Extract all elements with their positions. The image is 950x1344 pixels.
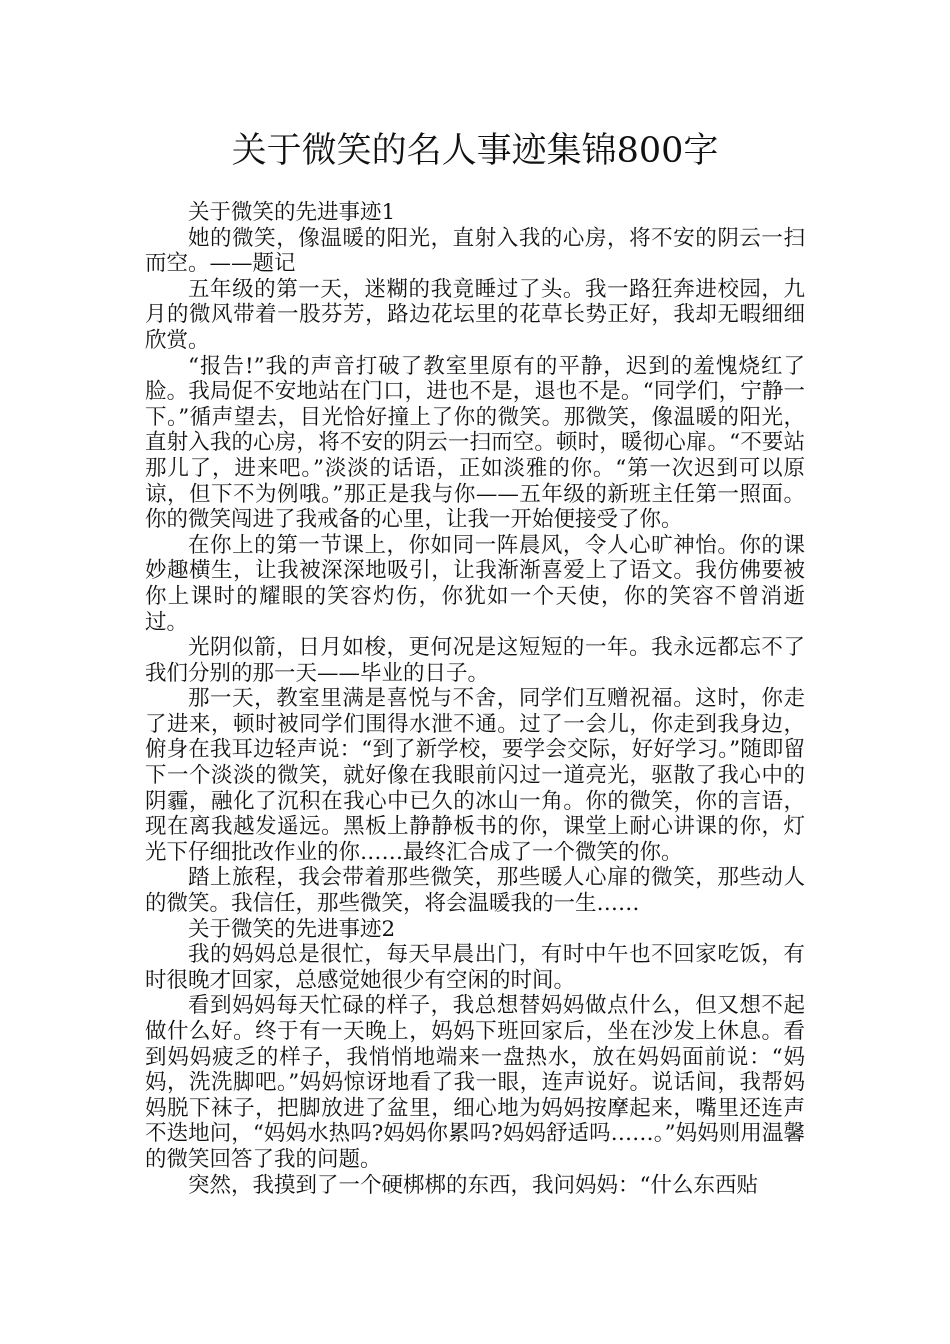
paragraph-11: 看到妈妈每天忙碌的样子，我总想替妈妈做点什么，但又想不起做什么好。终于有一天晚上，妈妈下班回家后，坐在沙发上休息。看到妈妈疲乏的样子，我悄悄地端来一盘热水，放在妈妈面前说：“妈妈，洗洗脚吧。”妈妈惊讶地看了我一眼，连声说好。说话间，我帮妈妈脱下袜子，把脚放进了盆里，细心地为妈妈按摩起来，嘴里还连声不迭地问，“妈妈水热吗?妈妈你累吗?妈妈舒适吗……。”妈妈则用温馨的微笑回答了我的问题。 xyxy=(145,993,805,1172)
paragraph-5: 在你上的第一节课上，你如同一阵晨风，令人心旷神怡。你的课妙趣横生，让我被深深地吸引，让我渐渐喜爱上了语文。我仿佛要被你上课时的耀眼的笑容灼伤，你犹如一个天使，你的笑容不曾消逝过。 xyxy=(145,532,805,635)
paragraph-6: 光阴似箭，日月如梭，更何况是这短短的一年。我永远都忘不了我们分别的那一天——毕业的日子。 xyxy=(145,635,805,686)
paragraph-10: 我的妈妈总是很忙，每天早晨出门，有时中午也不回家吃饭，有时很晚才回家，总感觉她很少有空闲的时间。 xyxy=(145,942,805,993)
paragraph-4: “报告!”我的声音打破了教室里原有的平静，迟到的羞愧烧红了脸。我局促不安地站在门口，进也不是，退也不是。“同学们，宁静一下。”循声望去，目光恰好撞上了你的微笑。那微笑，像温暖的阳光，直射入我的心房，将不安的阴云一扫而空。顿时，暖彻心扉。“不要站那儿了，进来吧。”淡淡的话语，正如淡雅的你。“第一次迟到可以原谅，但下不为例哦。”那正是我与你——五年级的新班主任第一照面。你的微笑闯进了我戒备的心里，让我一开始便接受了你。 xyxy=(145,353,805,533)
paragraph-1: 关于微笑的先进事迹1 xyxy=(188,200,396,225)
paragraph-9: 关于微笑的先进事迹2 xyxy=(188,916,396,942)
paragraph-12: 突然，我摸到了一个硬梆梆的东西，我问妈妈：“什么东西贴 xyxy=(188,1172,758,1198)
paragraph-2: 她的微笑，像温暖的阳光，直射入我的心房，将不安的阴云一扫而空。——题记 xyxy=(145,225,805,277)
paragraph-8: 踏上旅程，我会带着那些微笑，那些暖人心扉的微笑，那些动人的微笑。我信任，那些微笑，将会温暖我的一生…… xyxy=(145,865,805,917)
paragraph-7: 那一天，教室里满是喜悦与不舍，同学们互赠祝福。这时，你走了进来，顿时被同学们围得水泄不通。过了一会儿，你走到我身边，俯身在我耳边轻声说：“到了新学校，要学会交际，好好学习。”随即留下一个淡淡的微笑，就好像在我眼前闪过一道亮光，驱散了我心中的阴霾，融化了沉积在我心中已久的冰山一角。你的微笑，你的言语，现在离我越发遥远。黑板上静静板书的你，课堂上耐心讲课的你，灯光下仔细批改作业的你……最终汇合成了一个微笑的你。 xyxy=(145,686,805,865)
document-body xyxy=(145,200,805,1198)
document-title: 关于微笑的名人事迹集锦800字 xyxy=(231,131,719,171)
paragraph-3: 五年级的第一天，迷糊的我竟睡过了头。我一路狂奔进校园，九月的微风带着一股芬芳，路边花坛里的花草长势正好，我却无暇细细欣赏。 xyxy=(145,276,805,353)
